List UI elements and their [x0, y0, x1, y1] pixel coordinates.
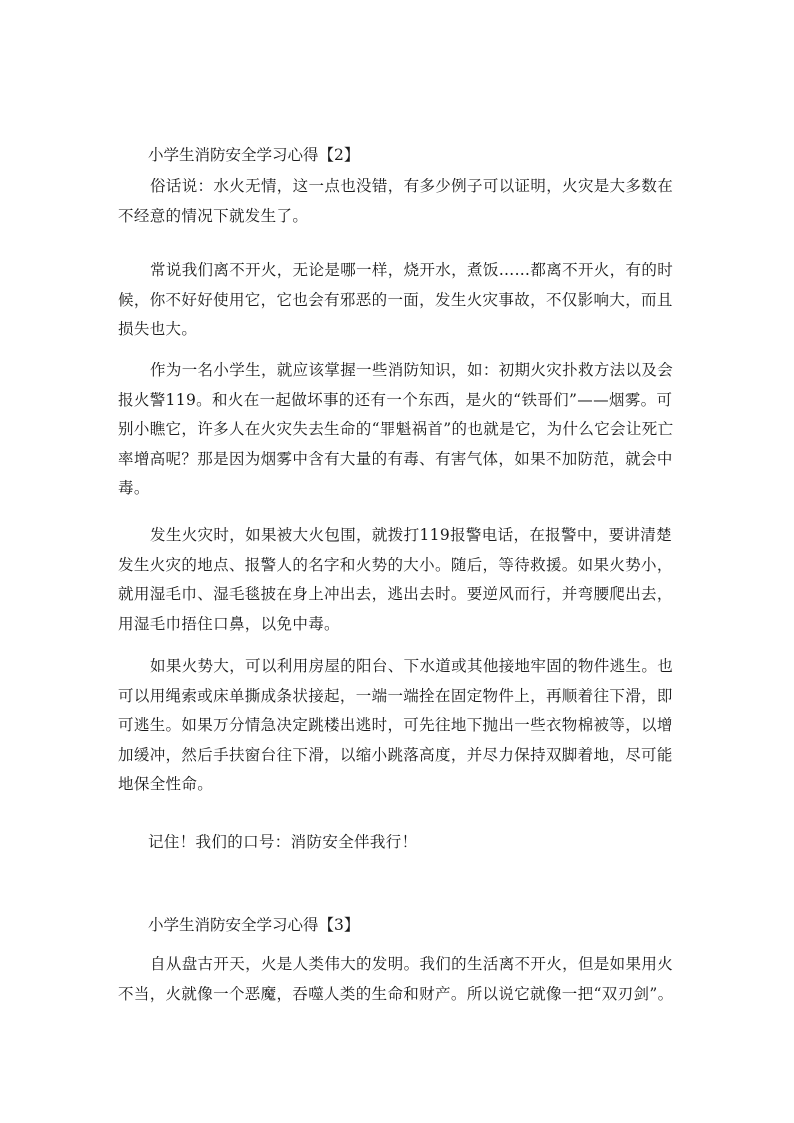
section-title: 小学生消防安全学习心得【2】	[148, 146, 360, 164]
section-title: 小学生消防安全学习心得【3】	[148, 916, 360, 934]
paragraph: 常说我们离不开火，无论是哪一样，烧开水，煮饭……都离不开火，有的时候，你不好好使用它，它也会有邪恶的一面，发生火灾事故，不仅影响大，而且损失也大。	[118, 261, 674, 338]
paragraph: 作为一名小学生，就应该掌握一些消防知识，如：初期火灾扑救方法以及会报火警119。和火在一起做坏事的还有一个东西，是火的“铁哥们”——烟雾。可别小瞧它，许多人在火灾失去生命的“罪魁祸首”的也就是它，为什么它会让死亡率增高呢？那是因为烟雾中含有大量的有毒、有害气体，如果不加防范，就会中毒。	[118, 361, 674, 497]
closing-slogan: 记住！我们的口号：消防安全伴我行！	[148, 833, 418, 851]
paragraph: 自从盘古开天，火是人类伟大的发明。我们的生活离不开火，但是如果用火不当，火就像一个恶魔，吞噬人类的生命和财产。所以说它就像一把“双刃剑”。	[118, 955, 674, 1003]
paragraph: 发生火灾时，如果被大火包围，就拨打119报警电话，在报警中，要讲清楚发生火灾的地点、报警人的名字和火势的大小。随后，等待救援。如果火势小，就用湿毛巾、湿毛毯披在身上冲出去，逃出去时。要逆风而行，并弯腰爬出去，用湿毛巾捂住口鼻，以免中毒。	[118, 526, 673, 633]
paragraph: 如果火势大，可以利用房屋的阳台、下水道或其他接地牢固的物件逃生。也可以用绳索或床单撕成条状接起，一端一端拴在固定物件上，再顺着往下滑，即可逃生。如果万分情急决定跳楼出逃时，可先往地下抛出一些衣物棉被等，以增加缓冲，然后手扶窗台往下滑，以缩小跳落高度，并尽力保持双脚着地，尽可能地保全性命。	[118, 657, 674, 793]
paragraph: 俗话说：水火无情，这一点也没错，有多少例子可以证明，火灾是大多数在不经意的情况下就发生了。	[118, 177, 674, 225]
